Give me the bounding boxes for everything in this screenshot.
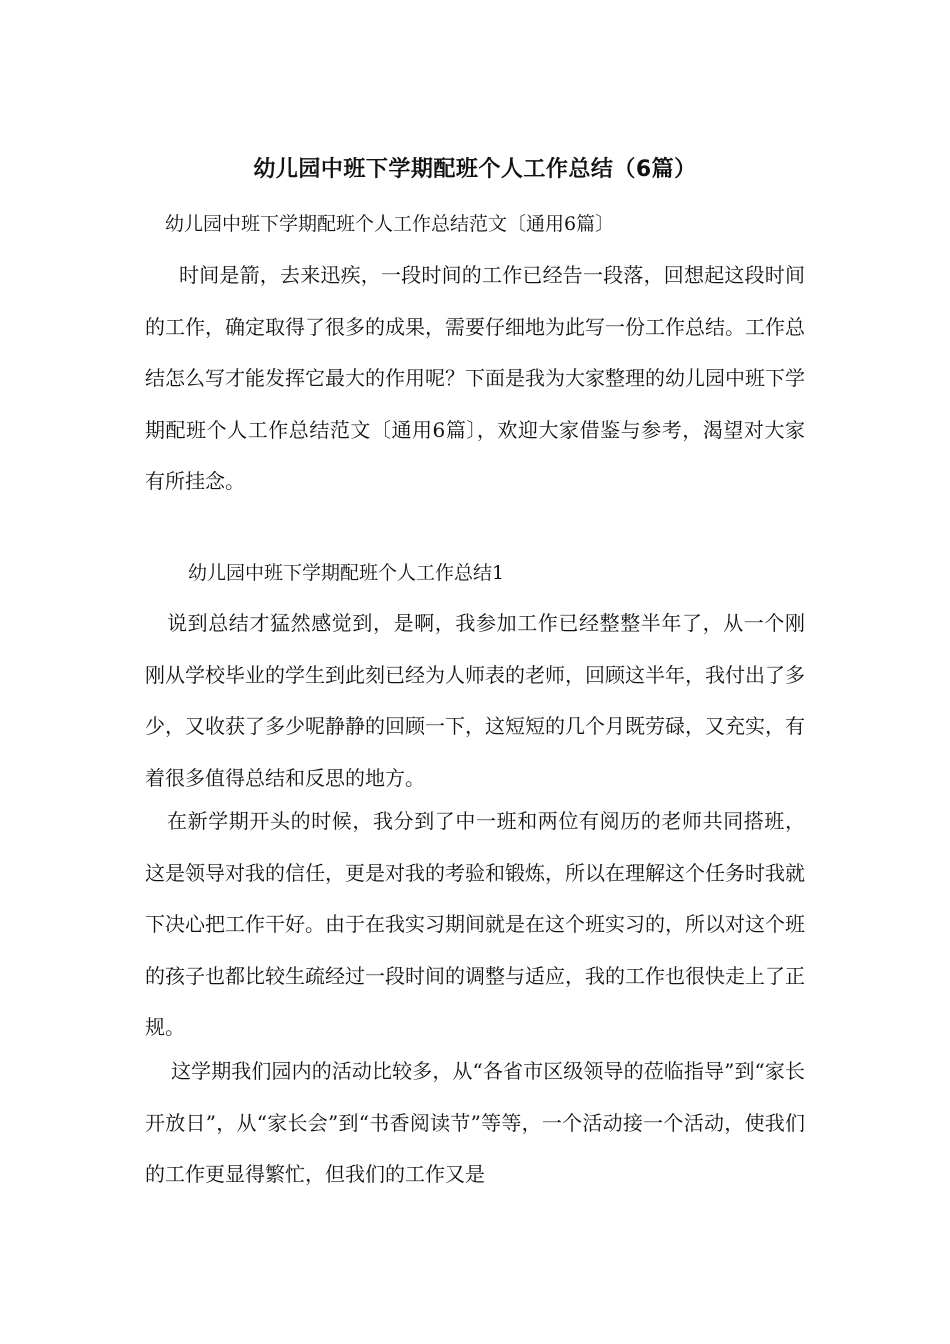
body-paragraph: 这学期我们园内的活动比较多，从“各省市区级领导的莅临指导”到“家长开放日”，从“家长会”到“书香阅读节”等等，一个活动接一个活动，使我们的工作更显得繁忙，但我们的工作又是 bbox=[145, 1059, 805, 1186]
document-title: 幼儿园中班下学期配班个人工作总结（6篇） bbox=[253, 157, 697, 182]
body-paragraph: 说到总结才猛然感觉到，是啊，我参加工作已经整整半年了，从一个刚刚从学校毕业的学生到此刻已经为人师表的老师，回顾这半年，我付出了多少，又收获了多少呢静静的回顾一下，这短短的几个月既劳碌，又充实，有着很多值得总结和反思的地方。 bbox=[145, 611, 805, 790]
document-subtitle: 幼儿园中班下学期配班个人工作总结范文〔通用6篇〕 bbox=[165, 213, 615, 235]
section-heading: 幼儿园中班下学期配班个人工作总结1 bbox=[188, 562, 505, 584]
body-paragraph: 在新学期开头的时候，我分到了中一班和两位有阅历的老师共同搭班，这是领导对我的信任，更是对我的考验和锻炼，所以在理解这个任务时我就下决心把工作干好。由于在我实习期间就是在这个班实习的，所以对这个班的孩子也都比较生疏经过一段时间的调整与适应，我的工作也很快走上了正规。 bbox=[145, 809, 805, 1039]
intro-paragraph: 时间是箭，去来迅疾，一段时间的工作已经告一段落，回想起这段时间的工作，确定取得了很多的成果，需要仔细地为此写一份工作总结。工作总结怎么写才能发挥它最大的作用呢？下面是我为大家整理的幼儿园中班下学期配班个人工作总结范文〔通用6篇〕，欢迎大家借鉴与参考，渴望对大家有所挂念。 bbox=[145, 263, 805, 493]
